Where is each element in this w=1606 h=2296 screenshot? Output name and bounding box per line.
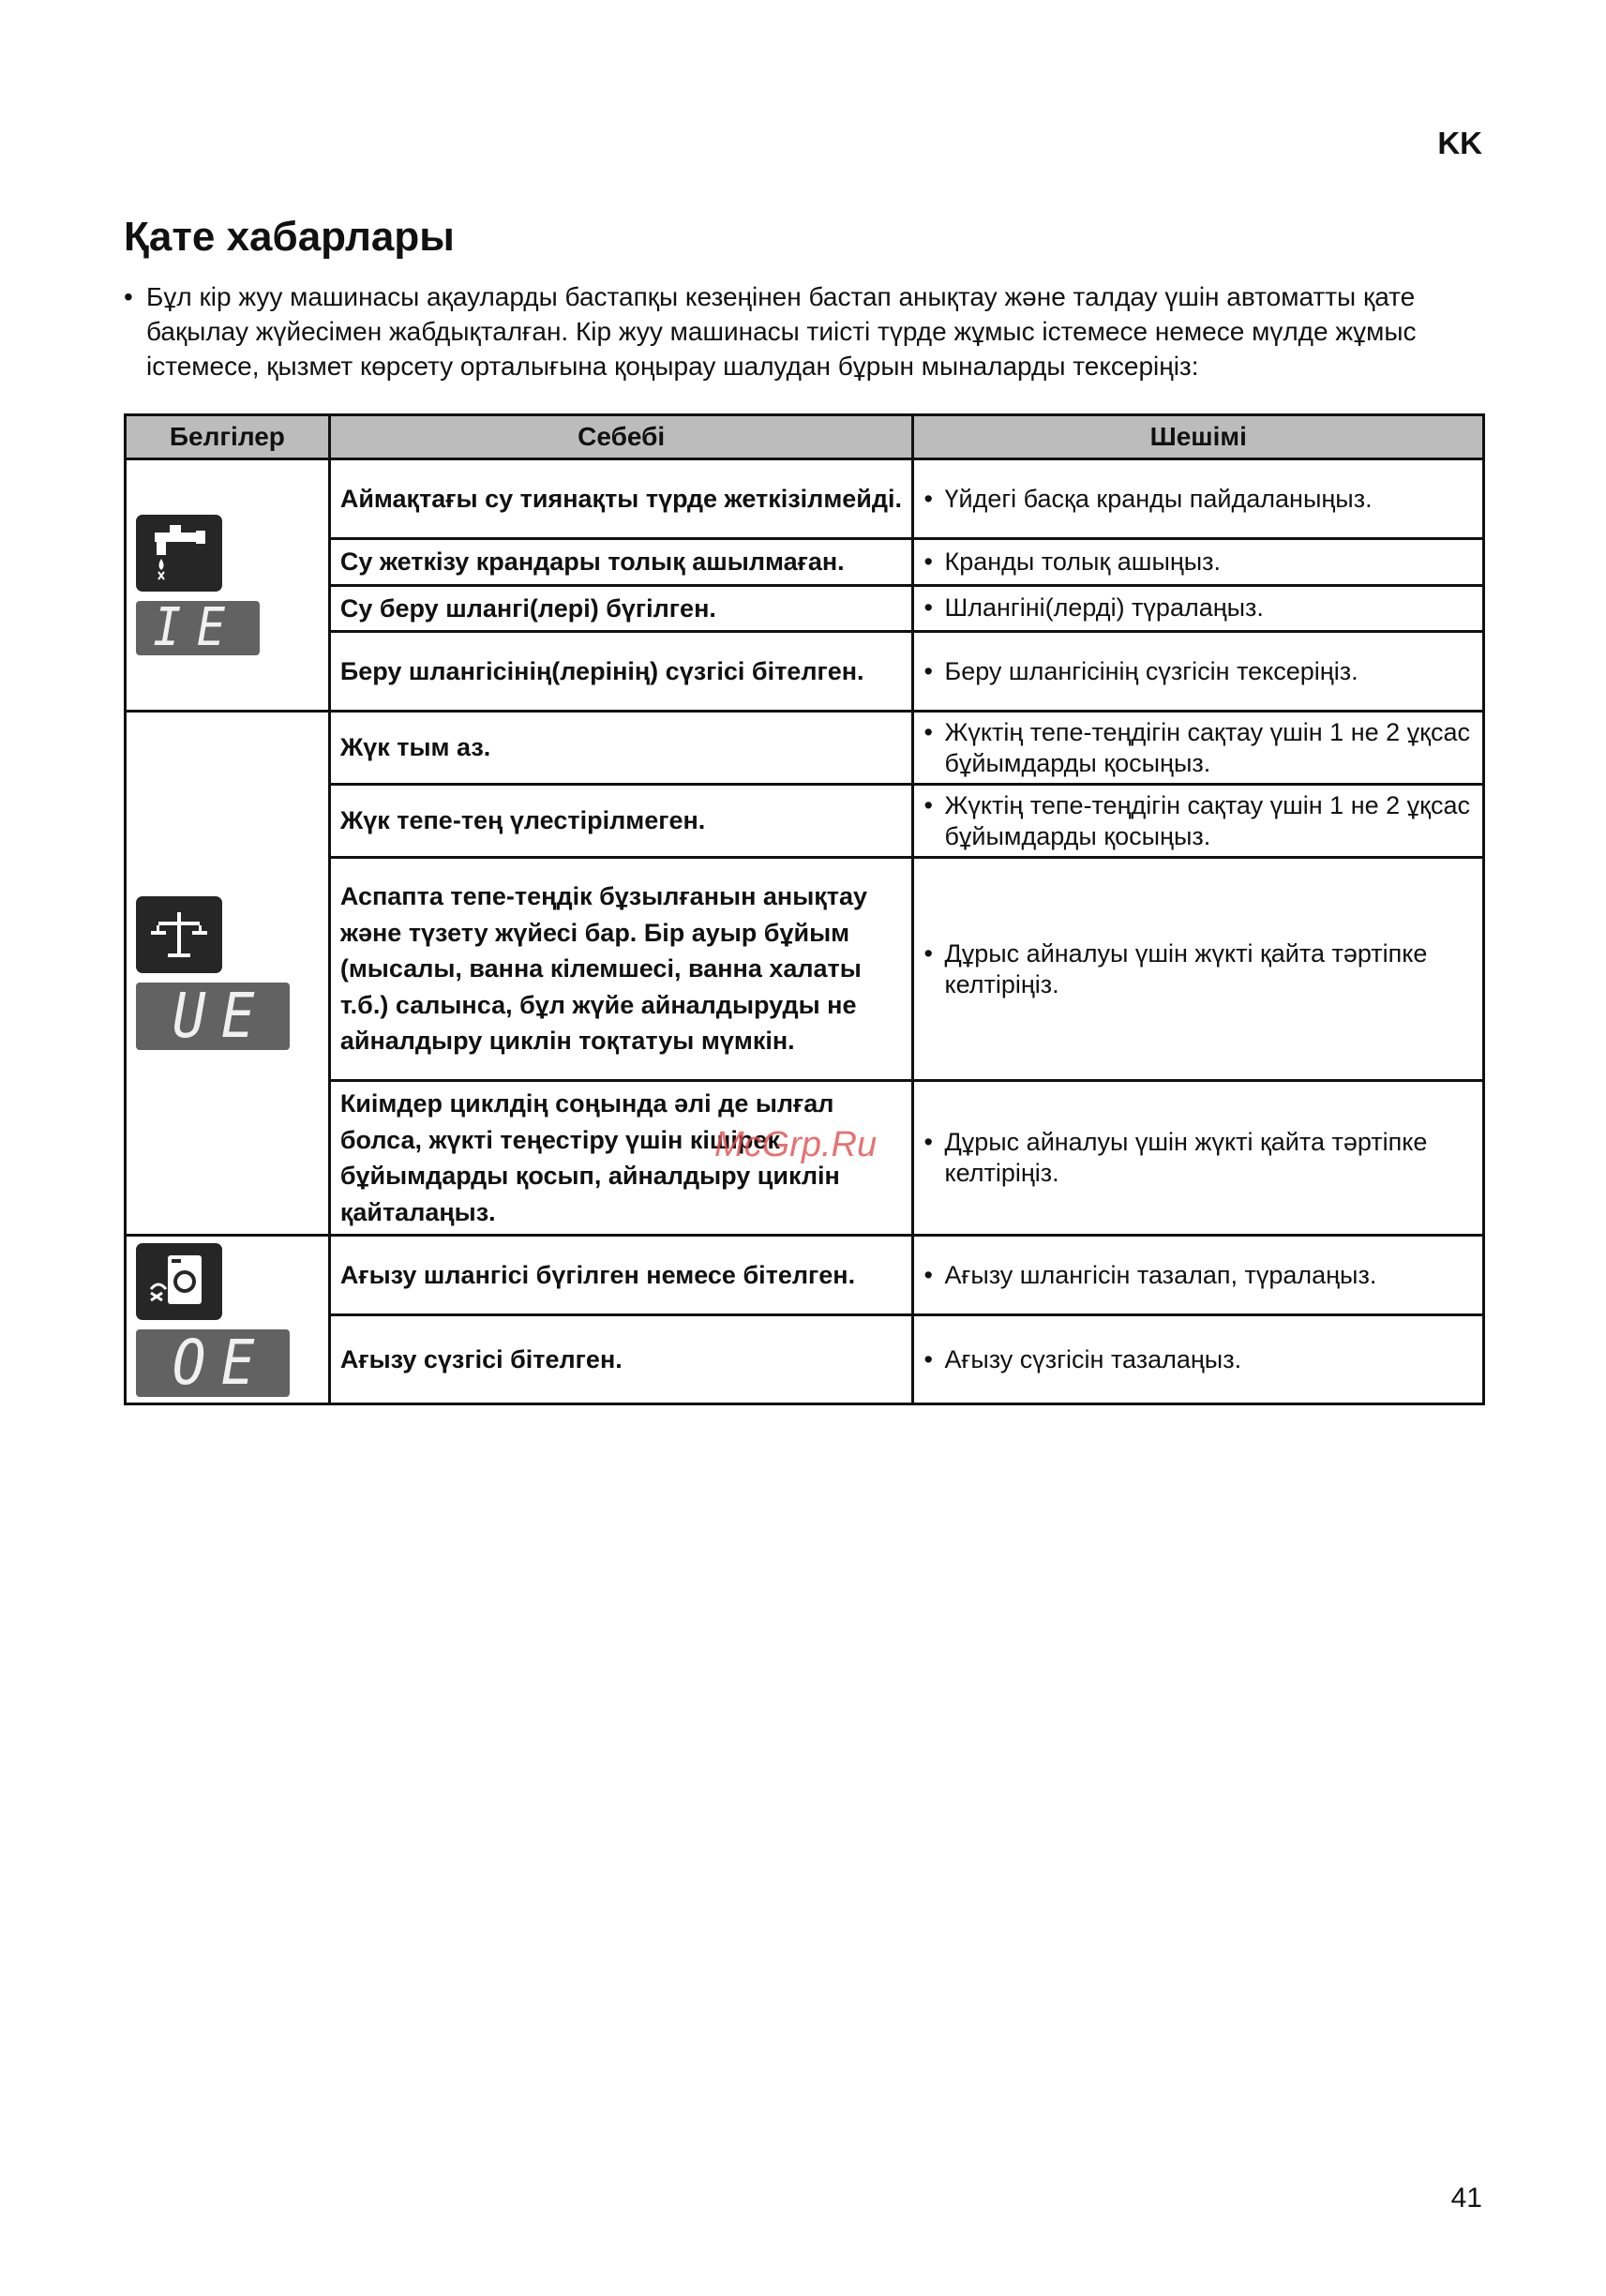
intro-text: Бұл кір жуу машинасы ақауларды бастапқы кезеңінен бастап анықтау және талдау үшін автоматты қате бақылау жүйесімен жабдықталған. Кір жуу машинасы тиісті түрде жұмыс істемесе немесе мүлде жұмыс істемесе, қызмет көрсету орталығына қоңырау шалудан бұрын мыналарды тексеріңіз: — [146, 282, 1417, 381]
error-messages-table — [124, 413, 1485, 1405]
language-code: KK — [1437, 126, 1482, 160]
balance-scale-icon — [136, 896, 222, 973]
page-title: Қате хабарлары — [124, 214, 455, 260]
cause-cell: Ағызу шлангісі бүгілген немесе бітелген. — [329, 1236, 913, 1315]
cause-cell: Киімдер циклдің соңында әлі де ылғал болса, жүкті теңестіру үшін кішірек бұйымдарды қосып, айналдыру циклін қайталаңыз. — [329, 1081, 913, 1236]
cause-cell: Жүк тепе-тең үлестірілмеген. — [329, 785, 913, 858]
cause-cell: Аспапта тепе-теңдік бұзылғанын анықтау және түзету жүйесі бар. Бір ауыр бұйым (мысалы, ванна кілемшесі, ванна халаты т.б.) салынса, бұл жүйе айналдыруды не айналдыру циклін тоқтатуы мүмкін. — [329, 858, 913, 1081]
drain-pump-icon — [136, 1243, 222, 1320]
cause-cell: Аймақтағы су тиянақты түрде жеткізілмейді. — [329, 459, 913, 539]
table-row — [126, 785, 1484, 858]
table-row — [126, 1315, 1484, 1404]
cause-cell: Ағызу сүзгісі бітелген. — [329, 1315, 913, 1404]
table-row — [126, 539, 1484, 586]
header-solution: Шешімі — [913, 415, 1484, 459]
solution-cell: • Шлангіні(лерді) түралаңыз. — [913, 585, 1484, 632]
cause-cell: Беру шлангісінің(лерінің) сүзгісі бітелген. — [329, 632, 913, 712]
solution-cell: • Жүктің тепе-теңдігін сақтау үшін 1 не 2 ұқсас бұйымдарды қосыңыз. — [913, 712, 1484, 785]
solution-cell: • Дұрыс айналуы үшін жүкті қайта тәртіпке келтіріңіз. — [913, 858, 1484, 1081]
error-code-display-oe: OE — [136, 1329, 290, 1397]
cause-cell: Су беру шлангі(лері) бүгілген. — [329, 585, 913, 632]
cause-cell: Су жеткізу крандары толық ашылмаған. — [329, 539, 913, 586]
sign-cell-ue — [126, 712, 330, 1236]
solution-cell: • Дұрыс айналуы үшін жүкті қайта тәртіпке келтіріңіз. — [913, 1081, 1484, 1236]
table-row — [126, 1236, 1484, 1315]
error-code-display-ue: UE — [136, 983, 290, 1050]
sign-cell-ie — [126, 459, 330, 712]
header-signs: Белгілер — [126, 415, 330, 459]
table-row — [126, 632, 1484, 712]
solution-cell: • Ағызу шлангісін тазалап, түралаңыз. — [913, 1236, 1484, 1315]
bullet: • — [124, 282, 133, 311]
table-row — [126, 858, 1484, 1081]
sign-cell-oe — [126, 1236, 330, 1404]
solution-cell: • Үйдегі басқа кранды пайдаланыңыз. — [913, 459, 1484, 539]
watermark: McGrp.Ru — [714, 1125, 878, 1164]
solution-cell: • Ағызу сүзгісін тазалаңыз. — [913, 1315, 1484, 1404]
intro-paragraph — [124, 279, 1493, 383]
water-tap-icon — [136, 515, 222, 592]
solution-cell: • Беру шлангісінің сүзгісін тексеріңіз. — [913, 632, 1484, 712]
table-row — [126, 712, 1484, 785]
solution-cell: • Жүктің тепе-теңдігін сақтау үшін 1 не 2 ұқсас бұйымдарды қосыңыз. — [913, 785, 1484, 858]
error-code-display-ie: IE — [136, 601, 260, 655]
table-header-row — [126, 415, 1484, 459]
header-cause: Себебі — [329, 415, 913, 459]
cause-cell: Жүк тым аз. — [329, 712, 913, 785]
table-row — [126, 459, 1484, 539]
page-number: 41 — [1450, 2183, 1482, 2213]
solution-cell: • Кранды толық ашыңыз. — [913, 539, 1484, 586]
table-row — [126, 585, 1484, 632]
